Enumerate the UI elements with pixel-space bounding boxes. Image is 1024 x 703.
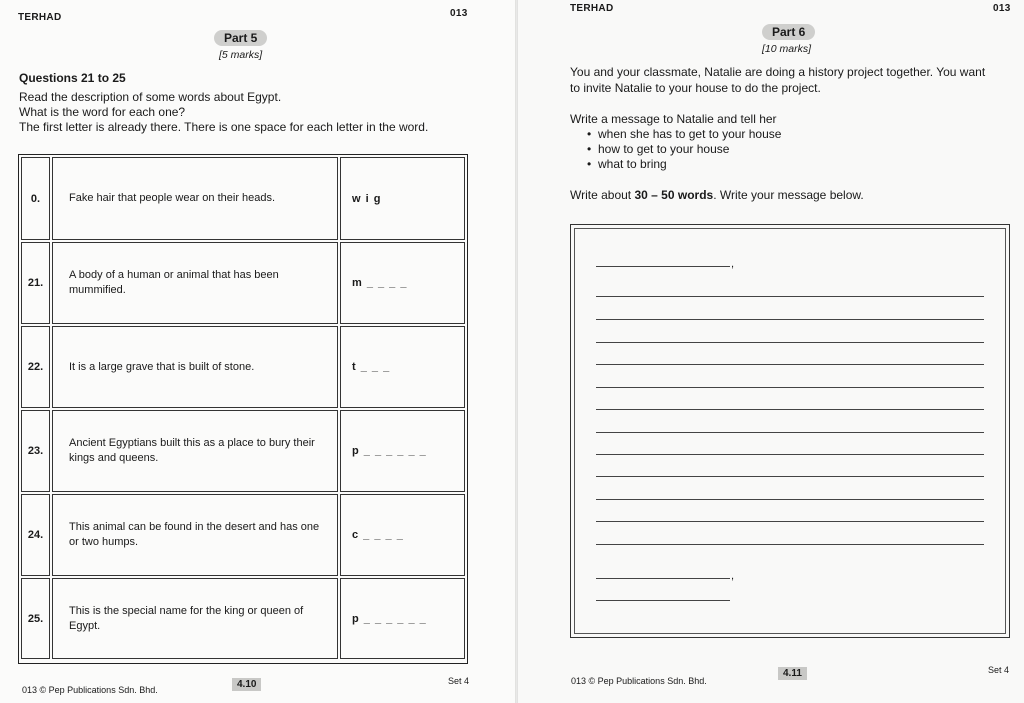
task-instruction: Write a message to Natalie and tell her <box>570 112 777 126</box>
writing-line[interactable] <box>596 432 984 433</box>
writing-box[interactable] <box>570 224 1010 638</box>
classification-label: TERHAD <box>570 3 614 14</box>
writing-line[interactable] <box>596 364 984 365</box>
instruction-line: The first letter is already there. There is one space for each letter in the word. <box>19 120 429 134</box>
question-description: This is the special name for the king or queen of Egypt. <box>52 578 338 659</box>
answer-field[interactable]: p _ _ _ _ _ _ <box>340 578 465 659</box>
closing-comma: , <box>731 570 735 582</box>
question-number: 25. <box>21 578 50 659</box>
question-description: It is a large grave that is built of stone. <box>52 326 338 408</box>
question-description: Fake hair that people wear on their heads. <box>52 157 338 240</box>
answer-field[interactable]: w i g <box>340 157 465 240</box>
answer-field[interactable]: c _ _ _ _ <box>340 494 465 576</box>
set-label: Set 4 <box>988 665 1010 675</box>
set-label: Set 4 <box>448 676 470 686</box>
writing-line[interactable] <box>596 387 984 388</box>
writing-line[interactable] <box>596 521 984 522</box>
question-description: This animal can be found in the desert and has one or two humps. <box>52 494 338 576</box>
instruction-line: What is the word for each one? <box>19 105 186 119</box>
question-description: Ancient Egyptians built this as a place to bury their kings and queens. <box>52 410 338 492</box>
greeting-comma: , <box>731 258 735 270</box>
writing-line[interactable] <box>596 476 984 477</box>
paper-code: 013 <box>450 8 468 19</box>
table-row <box>21 578 465 659</box>
bullet-item: • what to bring <box>570 157 781 172</box>
table-row <box>21 242 465 324</box>
questions-heading: Questions 21 to 25 <box>19 71 126 85</box>
classification-label: TERHAD <box>18 12 62 23</box>
instruction-line: Read the description of some words about Egypt. <box>19 90 282 104</box>
writing-line[interactable] <box>596 319 984 320</box>
word-count-pre: Write about <box>570 188 635 202</box>
question-number: 21. <box>21 242 50 324</box>
answer-field[interactable]: m _ _ _ _ <box>340 242 465 324</box>
signature-line[interactable] <box>596 600 730 601</box>
writing-line[interactable] <box>596 409 984 410</box>
vocabulary-table <box>18 154 468 664</box>
question-description: A body of a human or animal that has been mummified. <box>52 242 338 324</box>
writing-line[interactable] <box>596 296 984 297</box>
word-count-range: 30 – 50 words <box>634 188 714 202</box>
bullet-item: • how to get to your house <box>570 142 781 157</box>
part-label: Part 5 <box>214 30 267 46</box>
table-row <box>21 157 465 240</box>
part-label: Part 6 <box>762 24 815 40</box>
table-row <box>21 410 465 492</box>
marks-label: [10 marks] <box>762 43 812 55</box>
table-row <box>21 494 465 576</box>
table-row <box>21 326 465 408</box>
paper-code: 013 <box>993 3 1011 14</box>
question-number: 23. <box>21 410 50 492</box>
publisher-footer: 013 © Pep Publications Sdn. Bhd. <box>571 676 707 686</box>
publisher-footer: 013 © Pep Publications Sdn. Bhd. <box>22 685 158 695</box>
answer-field[interactable]: p _ _ _ _ _ _ <box>340 410 465 492</box>
closing-line[interactable] <box>596 578 730 579</box>
answer-field[interactable]: t _ _ _ <box>340 326 465 408</box>
word-count-post: . Write your message below. <box>713 188 864 202</box>
intro-line: to invite Natalie to your house to do the project. <box>570 81 821 95</box>
writing-line[interactable] <box>596 454 984 455</box>
greeting-line[interactable] <box>596 266 730 267</box>
question-number: 24. <box>21 494 50 576</box>
page-number: 4.11 <box>778 667 807 680</box>
word-count-instruction <box>570 188 864 203</box>
question-number: 22. <box>21 326 50 408</box>
bullet-item: • when she has to get to your house <box>570 127 781 142</box>
task-bullets <box>570 127 781 172</box>
page-number: 4.10 <box>232 678 261 691</box>
question-number: 0. <box>21 157 50 240</box>
intro-line: You and your classmate, Natalie are doing a history project together. You want <box>570 65 986 79</box>
marks-label: [5 marks] <box>219 49 263 61</box>
writing-line[interactable] <box>596 544 984 545</box>
writing-line[interactable] <box>596 499 984 500</box>
writing-line[interactable] <box>596 342 984 343</box>
